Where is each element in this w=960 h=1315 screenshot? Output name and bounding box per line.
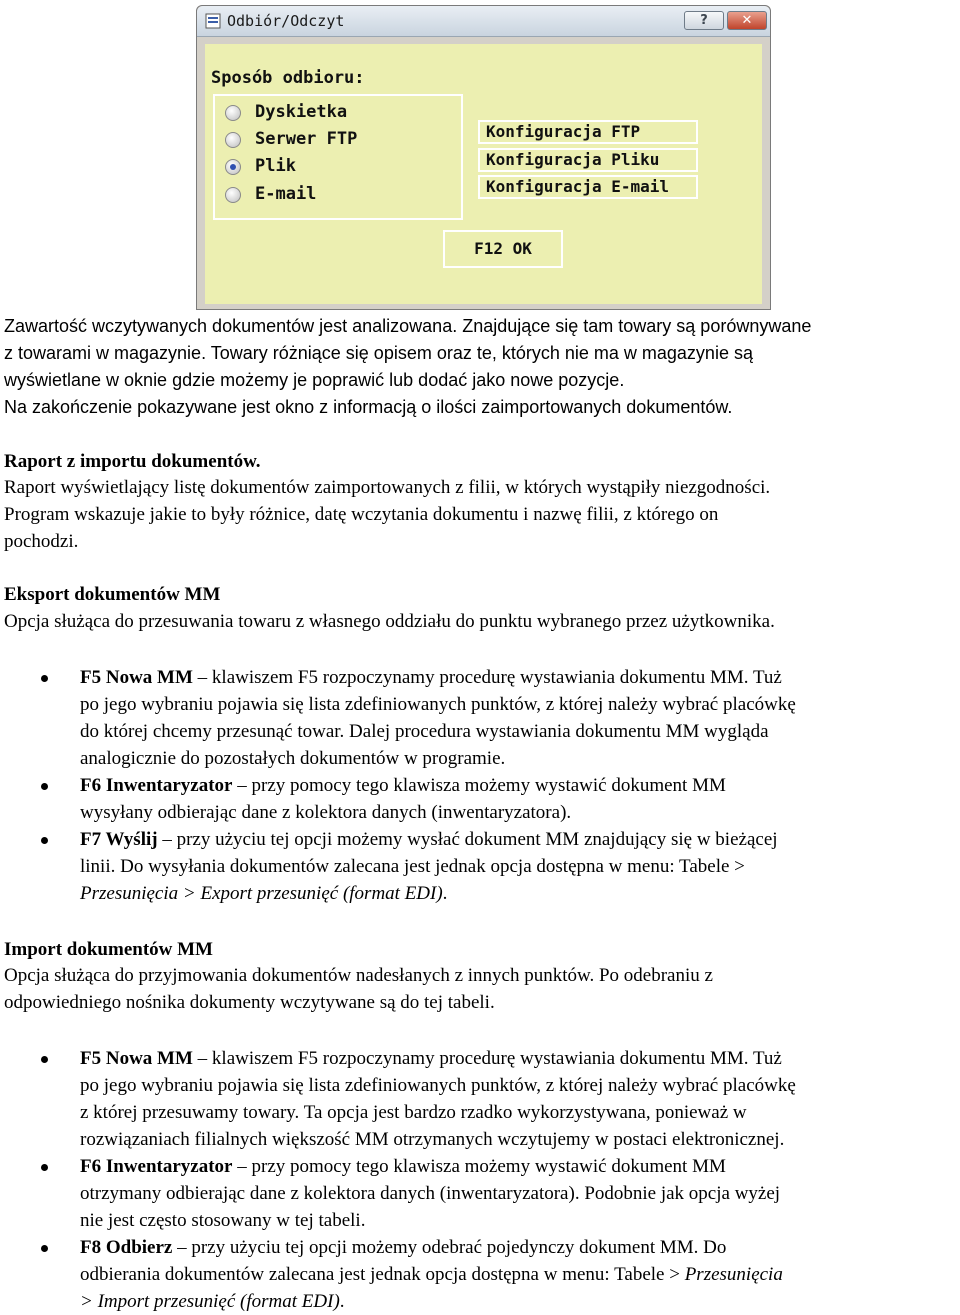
radio-icon[interactable] [225, 105, 241, 121]
configure-email-button[interactable]: Konfiguracja E-mail [478, 175, 698, 199]
ok-button[interactable]: F12 OK [443, 230, 563, 268]
dialog-panel [205, 44, 762, 304]
list-item-line: rozwiązaniach filialnych większość MM otrzymanych wczytujemy w postaci elektronicznej. [80, 1129, 785, 1150]
list-item-line [80, 1261, 960, 1288]
list-item-line: wysyłany odbierając dane z kolektora danych (inwentaryzatora). [80, 802, 572, 823]
raport-heading: Raport z importu dokumentów. [4, 451, 261, 472]
key-label: F6 Inwentaryzator [80, 775, 233, 796]
key-label: F5 Nowa MM [80, 667, 193, 688]
key-label: F8 Odbierz [80, 1237, 173, 1258]
bullet-icon [41, 837, 48, 844]
key-label: F5 Nowa MM [80, 1048, 193, 1069]
list-item-line: do której chcemy przesunąć towar. Dalej procedura wystawiania dokumentu MM wygląda [80, 721, 769, 742]
menu-path: Przesunięcia > Export przesunięć (format EDI) [80, 883, 443, 904]
radio-dot [230, 164, 236, 170]
bullet-icon [41, 1056, 48, 1063]
menu-path: > Import przesunięć (format EDI) [80, 1291, 340, 1312]
receive-read-dialog [196, 5, 771, 310]
list-item [80, 1234, 960, 1261]
intro-line: Na zakończenie pokazywane jest okno z informacją o ilości zaimportowanych dokumentów. [4, 397, 733, 417]
item-text: odbierania dokumentów zalecana jest jednak opcja dostępna w menu: Tabele > [80, 1264, 685, 1285]
radio-selected-icon[interactable] [225, 159, 241, 175]
radio-icon[interactable] [225, 132, 241, 148]
option-label: Plik [255, 156, 296, 176]
configure-file-button[interactable]: Konfiguracja Pliku [478, 148, 698, 172]
bullet-icon [41, 1245, 48, 1252]
list-item-line: po jego wybraniu pojawia się lista zdefiniowanych punktów, z której należy wybrać placówkę [80, 694, 796, 715]
list-item-line [80, 1288, 960, 1315]
item-text: . [442, 883, 448, 904]
list-item [80, 664, 960, 691]
radio-icon[interactable] [225, 187, 241, 203]
list-item-line: otrzymany odbierając dane z kolektora danych (inwentaryzatora). Podobnie jak opcja wyżej [80, 1183, 781, 1204]
app-icon [205, 13, 221, 29]
item-text: – przy pomocy tego klawisza możemy wystawić dokument MM [232, 1156, 726, 1177]
item-text: – przy użyciu tej opcji możemy odebrać pojedynczy dokument MM. Do [172, 1237, 727, 1258]
option-label: Serwer FTP [255, 129, 358, 149]
menu-path: Przesunięcia [684, 1264, 783, 1285]
help-button[interactable]: ? [684, 11, 724, 30]
export-description: Opcja służąca do przesuwania towaru z własnego oddziału do punktu wybranego przez użytkownika. [4, 611, 775, 632]
import-heading: Import dokumentów MM [4, 939, 213, 960]
receive-method-label: Sposób odbioru: [211, 68, 365, 88]
option-label: E-mail [255, 184, 317, 204]
raport-line: Raport wyświetlający listę dokumentów zaimportowanych z filii, w których wystąpiły niezgodności. [4, 477, 771, 498]
list-item-line: nie jest często stosowany w tej tabeli. [80, 1210, 366, 1231]
item-text: . [339, 1291, 345, 1312]
close-button[interactable]: ✕ [727, 11, 767, 30]
item-text: – klawiszem F5 rozpoczynamy procedurę wystawiania dokumentu MM. Tuż [192, 1048, 782, 1069]
list-item-line: z której przesuwamy towary. Ta opcja jest bardzo rzadko wykorzystywana, ponieważ w [80, 1102, 747, 1123]
bullet-icon [41, 675, 48, 682]
option-label: Dyskietka [255, 102, 348, 122]
intro-line: z towarami w magazynie. Towary różniące się opisem oraz te, których nie ma w magazynie są [4, 343, 753, 363]
list-item-line: analogicznie do pozostałych dokumentów w programie. [80, 748, 506, 769]
import-line: Opcja służąca do przyjmowania dokumentów nadesłanych z innych punktów. Po odebraniu z [4, 965, 713, 986]
item-text: – przy pomocy tego klawisza możemy wystawić dokument MM [232, 775, 726, 796]
receive-method-group [213, 94, 463, 220]
dialog-titlebar [197, 6, 770, 37]
intro-line: Zawartość wczytywanych dokumentów jest analizowana. Znajdujące się tam towary są porównywane [4, 316, 812, 336]
list-item [80, 772, 960, 799]
key-label: F7 Wyślij [80, 829, 158, 850]
import-line: odpowiedniego nośnika dokumenty wczytywane są do tej tabeli. [4, 992, 495, 1013]
raport-line: pochodzi. [4, 531, 79, 552]
list-item [80, 826, 960, 853]
list-item [80, 1045, 960, 1072]
list-item-line [80, 880, 960, 907]
list-item-line: po jego wybraniu pojawia się lista zdefiniowanych punktów, z której należy wybrać placówkę [80, 1075, 796, 1096]
list-item [80, 1153, 960, 1180]
configure-ftp-button[interactable]: Konfiguracja FTP [478, 120, 698, 144]
key-label: F6 Inwentaryzator [80, 1156, 233, 1177]
raport-line: Program wskazuje jakie to były różnice, datę wczytania dokumentu i nazwę filii, z którego on [4, 504, 719, 525]
intro-line: wyświetlane w oknie gdzie możemy je poprawić lub dodać jako nowe pozycje. [4, 370, 625, 390]
bullet-icon [41, 783, 48, 790]
item-text: – klawiszem F5 rozpoczynamy procedurę wystawiania dokumentu MM. Tuż [192, 667, 782, 688]
bullet-icon [41, 1164, 48, 1171]
export-heading: Eksport dokumentów MM [4, 584, 221, 605]
dialog-title: Odbiór/Odczyt [227, 12, 345, 30]
list-item-line: linii. Do wysyłania dokumentów zalecana jest jednak opcja dostępna w menu: Tabele > [80, 856, 745, 877]
item-text: – przy użyciu tej opcji możemy wysłać dokument MM znajdujący się w bieżącej [157, 829, 778, 850]
